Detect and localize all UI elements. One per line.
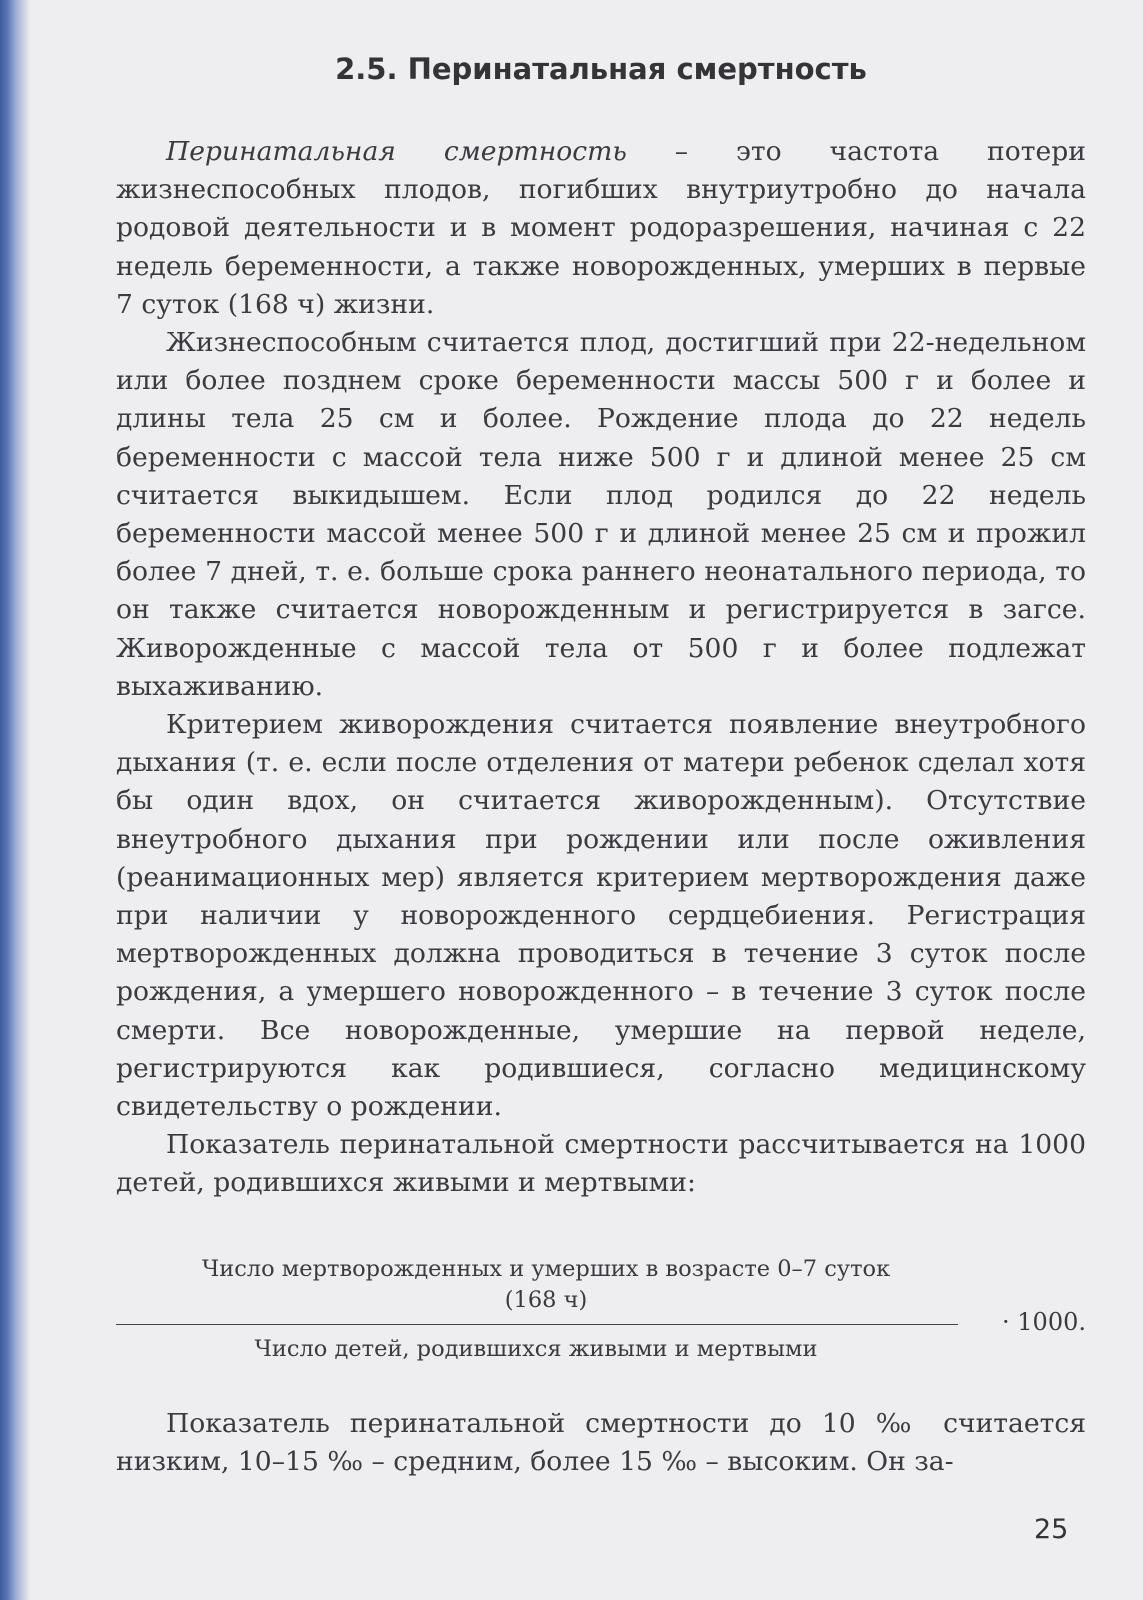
formula-multiplier: · 1000. bbox=[1002, 1308, 1086, 1336]
paragraph-indicator-intro: Показатель перинатальной смертности рассчитывается на 1000 детей, родившихся живыми и мертвыми: bbox=[116, 1129, 1086, 1199]
fraction-bar bbox=[116, 1324, 958, 1325]
formula-numerator bbox=[116, 1254, 976, 1316]
paragraph-viability: Жизнеспособным считается плод, достигший при 22-недельном или более позднем сроке беременности массы 500 г и более и длины тела 25 см и более. Рождение плода до 22 недель беременности с массой тела ниже 500 г и длиной менее 25 см считается выкидышем. Если плод родился до 22 недель беременности массой менее 500 г и длиной менее 25 см и прожил более 7 дней, т. е. больше срока раннего неонатального периода, то он также считается новорожденным и регистрируется в загсе. Живорожденные с массой тела от 500 г и более подлежат выхаживанию. bbox=[116, 327, 1086, 702]
paragraph-definition bbox=[116, 133, 1086, 324]
body-text-continued bbox=[116, 1405, 1086, 1481]
paragraph-indicator-levels: Показатель перинатальной смертности до 10 ‰ считается низким, 10–15 ‰ – средним, более 15 ‰ – высоким. Он за- bbox=[116, 1408, 1086, 1478]
numerator-line-1: Число мертворожденных и умерших в возрасте 0–7 суток bbox=[201, 1256, 891, 1282]
body-text bbox=[116, 133, 1086, 1203]
page-number: 25 bbox=[1034, 1514, 1069, 1545]
term-perinatal-mortality: Перинатальная смертность bbox=[166, 136, 627, 167]
section-heading: 2.5. Перинатальная смертность bbox=[335, 52, 867, 86]
formula-denominator: Число детей, родившихся живыми и мертвыми bbox=[254, 1336, 818, 1362]
definition-text: – это частота потери жизнеспособных плодов, погибших внутриутробно до начала родовой деятельности и в момент родоразрешения, начиная с 22 недель беременности, а также новорожденных, умерших в первые 7 суток (168 ч) жизни. bbox=[116, 136, 1086, 320]
formula bbox=[116, 1254, 1086, 1376]
paragraph-live-birth-criteria: Критерием живорождения считается появление внеутробного дыхания (т. е. если после отделения от матери ребенок сделал хотя бы один вдох, он считается живорожденным). Отсутствие внеутробного дыхания при рождении или после оживления (реанимационных мер) является критерием мертворождения даже при наличии у новорожденного сердцебиения. Регистрация мертворожденных должна проводиться в течение 3 суток после рождения, а умершего новорожденного – в течение 3 суток после смерти. Все новорожденные, умершие на первой неделе, регистрируются как родившиеся, согласно медицинскому свидетельству о рождении. bbox=[116, 709, 1086, 1123]
numerator-line-2: (168 ч) bbox=[504, 1287, 588, 1313]
book-spine-edge bbox=[0, 0, 30, 1600]
